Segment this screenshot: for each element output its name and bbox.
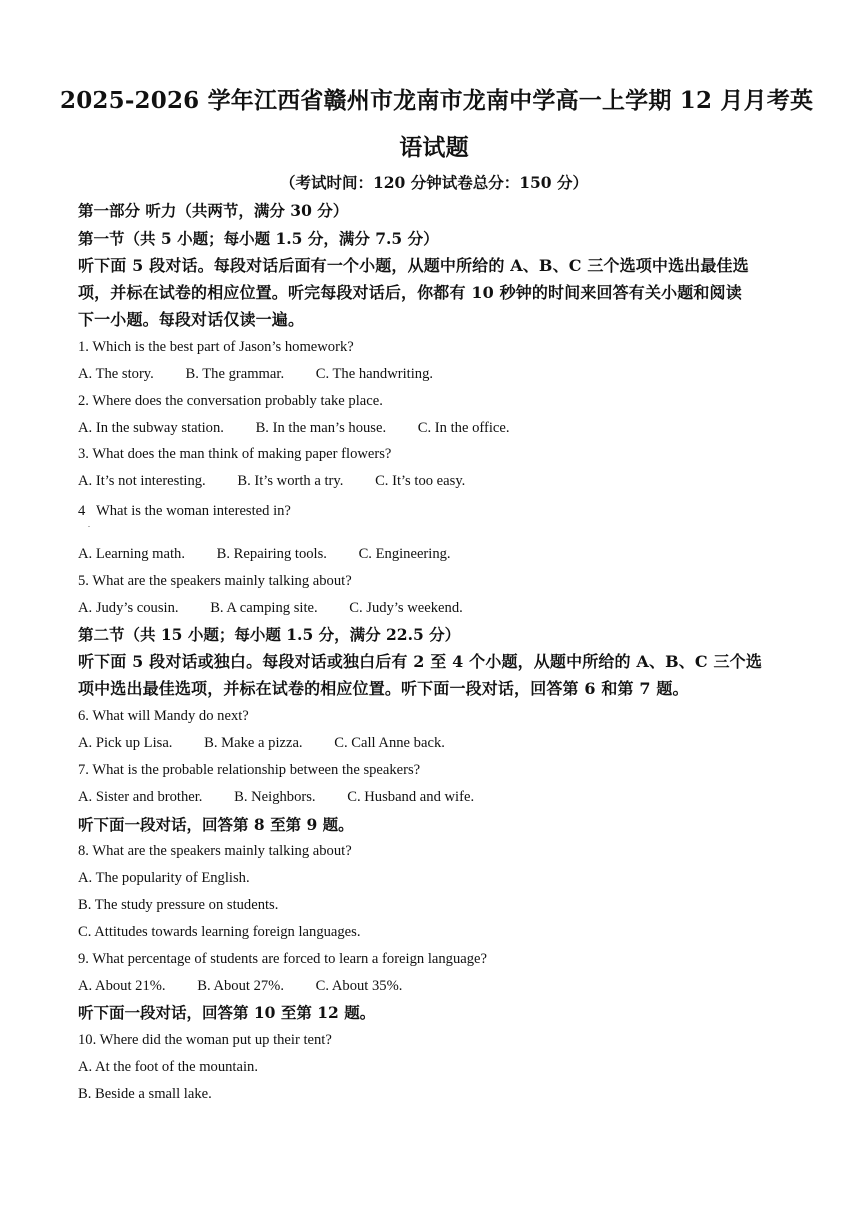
question-2-option-c: C. In the office. xyxy=(417,420,510,436)
question-5-options xyxy=(78,598,491,618)
question-5-option-c: C. Judy’s weekend. xyxy=(349,600,463,616)
question-7-options xyxy=(78,787,502,807)
question-3-option-b: B. It’s worth a try. xyxy=(237,473,344,489)
question-1-option-b: B. The grammar. xyxy=(185,366,285,382)
question-1-option-c: C. The handwriting. xyxy=(315,366,434,382)
question-6-option-c: C. Call Anne back. xyxy=(334,735,445,751)
stray-dot-mark: . xyxy=(88,520,90,529)
question-4: 4 What is the woman interested in? xyxy=(78,503,291,519)
exam-subtitle: （考试时间：120 分钟试卷总分：150 分） xyxy=(279,173,588,192)
question-9-option-b: B. About 27%. xyxy=(197,978,284,994)
group-8-9-heading: 听下面一段对话，回答第 8 至第 9 题。 xyxy=(78,815,354,834)
question-9-options xyxy=(78,976,430,996)
question-4-option-a: A. Learning math. xyxy=(78,546,185,562)
section2-heading: 第二节（共 15 小题；每小题 1.5 分，满分 22.5 分） xyxy=(78,625,461,644)
question-2-option-b: B. In the man’s house. xyxy=(255,420,387,436)
question-2: 2. Where does the conversation probably take place. xyxy=(78,393,383,409)
question-1-options xyxy=(78,364,461,384)
question-5-option-a: A. Judy’s cousin. xyxy=(78,600,179,616)
question-7-option-c: C. Husband and wife. xyxy=(347,789,475,805)
question-6-option-a: A. Pick up Lisa. xyxy=(78,735,173,751)
section1-instruction-line-2: 项，并标在试卷的相应位置。听完每段对话后，你都有 10 秒钟的时间来回答有关小题和阅读 xyxy=(78,283,742,302)
question-7-option-b: B. Neighbors. xyxy=(234,789,316,805)
question-3-option-c: C. It’s too easy. xyxy=(375,473,466,489)
question-9: 9. What percentage of students are forced to learn a foreign language? xyxy=(78,951,487,967)
section1-instruction-line-3: 下一小题。每段对话仅读一遍。 xyxy=(78,310,305,329)
question-1-option-a: A. The story. xyxy=(78,366,154,382)
section1-heading: 第一节（共 5 小题；每小题 1.5 分，满分 7.5 分） xyxy=(78,229,439,248)
question-8-option-c: C. Attitudes towards learning foreign languages. xyxy=(78,924,361,940)
question-3-options xyxy=(78,471,493,491)
question-10-option-a: A. At the foot of the mountain. xyxy=(78,1059,258,1075)
exam-title-line-1: 2025-2026 学年江西省赣州市龙南市龙南中学高一上学期 12 月月考英 xyxy=(60,87,814,114)
question-1: 1. Which is the best part of Jason’s homework? xyxy=(78,339,354,355)
question-2-options xyxy=(78,418,538,438)
section1-instruction-line-1: 听下面 5 段对话。每段对话后面有一个小题，从题中所给的 A、B、C 三个选项中选出最佳选 xyxy=(78,256,749,275)
question-7-option-a: A. Sister and brother. xyxy=(78,789,203,805)
question-7: 7. What is the probable relationship between the speakers? xyxy=(78,762,421,778)
exam-title-line-2: 语试题 xyxy=(399,134,469,161)
question-8-option-b: B. The study pressure on students. xyxy=(78,897,279,913)
question-3-option-a: A. It’s not interesting. xyxy=(78,473,206,489)
question-8-option-a: A. The popularity of English. xyxy=(78,870,250,886)
question-4-options xyxy=(78,544,479,564)
question-6-option-b: B. Make a pizza. xyxy=(204,735,303,751)
question-5-option-b: B. A camping site. xyxy=(210,600,318,616)
question-6: 6. What will Mandy do next? xyxy=(78,708,249,724)
group-10-12-heading: 听下面一段对话，回答第 10 至第 12 题。 xyxy=(78,1003,376,1022)
question-10: 10. Where did the woman put up their tent? xyxy=(78,1032,332,1048)
section2-instruction-line-2: 项中选出最佳选项，并标在试卷的相应位置。听下面一段对话，回答第 6 和第 7 题。 xyxy=(78,679,689,698)
question-4-option-b: B. Repairing tools. xyxy=(216,546,327,562)
question-9-option-c: C. About 35%. xyxy=(315,978,403,994)
question-3: 3. What does the man think of making paper flowers? xyxy=(78,446,392,462)
question-9-option-a: A. About 21%. xyxy=(78,978,166,994)
question-6-options xyxy=(78,733,473,753)
question-10-option-b: B. Beside a small lake. xyxy=(78,1086,212,1102)
question-5: 5. What are the speakers mainly talking about? xyxy=(78,573,352,589)
question-2-option-a: A. In the subway station. xyxy=(78,420,224,436)
question-4-option-c: C. Engineering. xyxy=(358,546,451,562)
question-8: 8. What are the speakers mainly talking about? xyxy=(78,843,352,859)
part1-heading: 第一部分 听力（共两节，满分 30 分） xyxy=(78,201,349,220)
section2-instruction-line-1: 听下面 5 段对话或独白。每段对话或独白后有 2 至 4 个小题，从题中所给的 A、B、C 三个选 xyxy=(78,652,762,671)
